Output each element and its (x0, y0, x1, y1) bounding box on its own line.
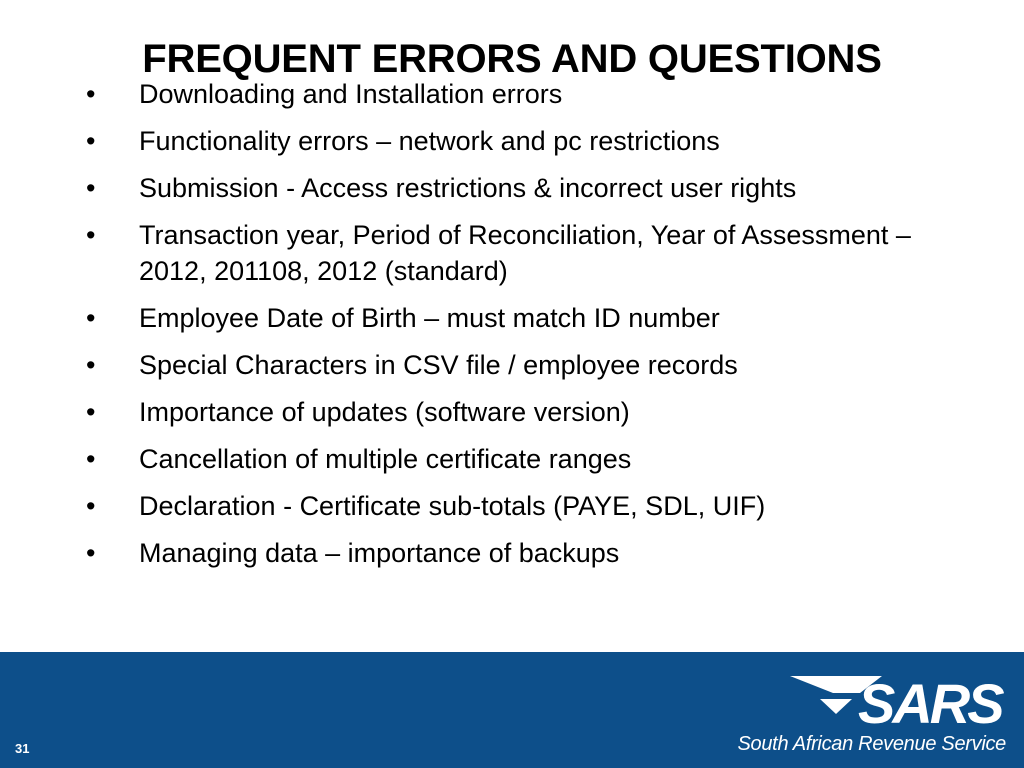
bullet-icon: • (86, 397, 96, 427)
sars-logo-icon (790, 674, 1012, 734)
bullet-icon: • (86, 220, 96, 250)
list-item (86, 394, 966, 430)
tagline: South African Revenue Service (737, 733, 1006, 755)
bullet-text: Managing data – importance of backups (139, 538, 620, 568)
list-item (86, 535, 966, 571)
list-item (86, 170, 966, 206)
logo-swoosh-lower (820, 699, 852, 714)
list-item (86, 300, 966, 336)
bullet-text: Importance of updates (software version) (139, 397, 630, 427)
bullet-text: Downloading and Installation errors (139, 79, 563, 109)
bullet-icon: • (86, 303, 96, 333)
list-item (86, 488, 966, 524)
bullet-icon: • (86, 444, 96, 474)
slide-title: FREQUENT ERRORS AND QUESTIONS (142, 36, 882, 81)
bullet-text: Functionality errors – network and pc restrictions (139, 126, 720, 156)
list-item (86, 347, 966, 383)
bullet-text: Special Characters in CSV file / employee records (139, 350, 738, 380)
bullet-icon: • (86, 491, 96, 521)
page-number: 31 (15, 741, 30, 756)
bullet-icon: • (86, 79, 96, 109)
bullet-text: Cancellation of multiple certificate ranges (139, 444, 632, 474)
bullet-text: Submission - Access restrictions & incorrect user rights (139, 173, 797, 203)
list-item (86, 123, 966, 159)
bullet-icon: • (86, 538, 96, 568)
list-item (86, 76, 966, 112)
bullet-icon: • (86, 173, 96, 203)
bullet-text: Transaction year, Period of Reconciliation, Year of Assessment – 2012, 201108, 2012 (standard) (139, 220, 911, 286)
bullet-icon: • (86, 126, 96, 156)
bullet-list (86, 76, 966, 582)
list-item (86, 441, 966, 477)
sars-logo (790, 674, 1012, 734)
bullet-icon: • (86, 350, 96, 380)
footer-bar (0, 652, 1024, 768)
logo-wordmark: SARS (858, 674, 1002, 734)
bullet-text: Employee Date of Birth – must match ID number (139, 303, 720, 333)
list-item (86, 217, 966, 289)
bullet-text: Declaration - Certificate sub-totals (PAYE, SDL, UIF) (139, 491, 766, 521)
